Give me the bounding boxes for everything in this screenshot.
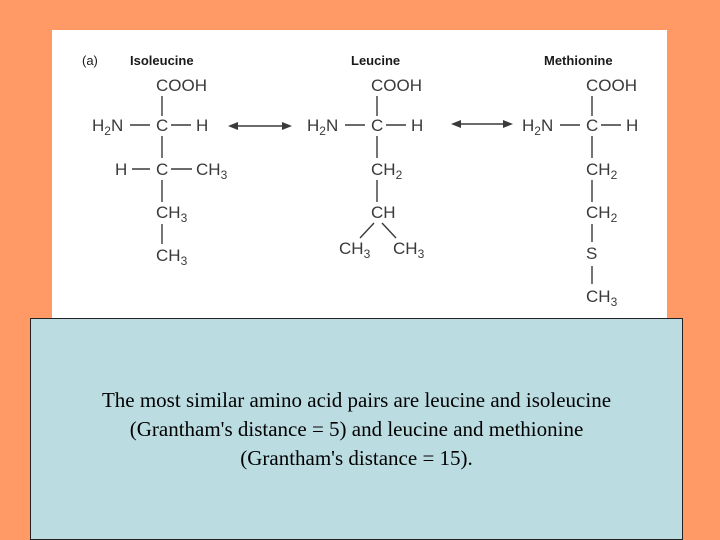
- isoleucine-h: H: [196, 116, 209, 135]
- isoleucine-h2: H: [115, 160, 128, 179]
- structure-diagram: [52, 30, 667, 320]
- equivalence-arrow-2: [451, 120, 513, 128]
- methionine-ch3: $CH_3$: [586, 287, 618, 309]
- methionine-alpha-carbon: C: [586, 116, 599, 135]
- leucine-name: Leucine: [351, 53, 401, 68]
- caption-line-2: (Grantham's distance = 5) and leucine and methionine: [129, 416, 584, 441]
- methionine-ch2-second: $CH_2$: [586, 203, 618, 225]
- isoleucine-beta-carbon: C: [156, 160, 169, 179]
- amino-acid-structure-figure: [52, 30, 667, 320]
- leucine-cooh: COOH: [371, 76, 422, 95]
- caption-box: [30, 318, 683, 540]
- panel-label: (a): [82, 53, 98, 68]
- methionine-ch2-first: $CH_2$: [586, 160, 618, 182]
- isoleucine-ch2: $CH_3$: [156, 203, 188, 225]
- leucine-structure: [307, 76, 425, 261]
- isoleucine-name: Isoleucine: [130, 53, 194, 68]
- leucine-alpha-carbon: C: [371, 116, 384, 135]
- isoleucine-alpha-carbon: C: [156, 116, 169, 135]
- isoleucine-cooh: COOH: [156, 76, 207, 95]
- leucine-ch3-left: $CH_3$: [339, 239, 371, 261]
- methionine-cooh: COOH: [586, 76, 637, 95]
- methionine-amino-group: $H_2N$: [522, 116, 554, 138]
- leucine-ch2: $CH_2$: [371, 160, 403, 182]
- leucine-amino-group: $H_2N$: [307, 116, 339, 138]
- caption-line-3: (Grantham's distance = 15).: [240, 445, 473, 470]
- methionine-name: Methionine: [544, 53, 613, 68]
- isoleucine-ch3-end: $CH_3$: [156, 246, 188, 268]
- equivalence-arrow-1: [228, 122, 292, 130]
- methionine-h: H: [626, 116, 639, 135]
- isoleucine-amino-group: $H_2N$: [92, 116, 124, 138]
- leucine-ch: CH: [371, 203, 396, 222]
- methionine-sulfur: S: [586, 244, 598, 263]
- isoleucine-ch3-side: $CH_3$: [196, 160, 228, 182]
- caption-line-1: The most similar amino acid pairs are leucine and isoleucine: [101, 387, 612, 412]
- methionine-structure: [522, 76, 638, 309]
- caption-text: [57, 386, 657, 473]
- leucine-ch3-right: $CH_3$: [393, 239, 425, 261]
- isoleucine-structure: [92, 76, 228, 268]
- leucine-h: H: [411, 116, 424, 135]
